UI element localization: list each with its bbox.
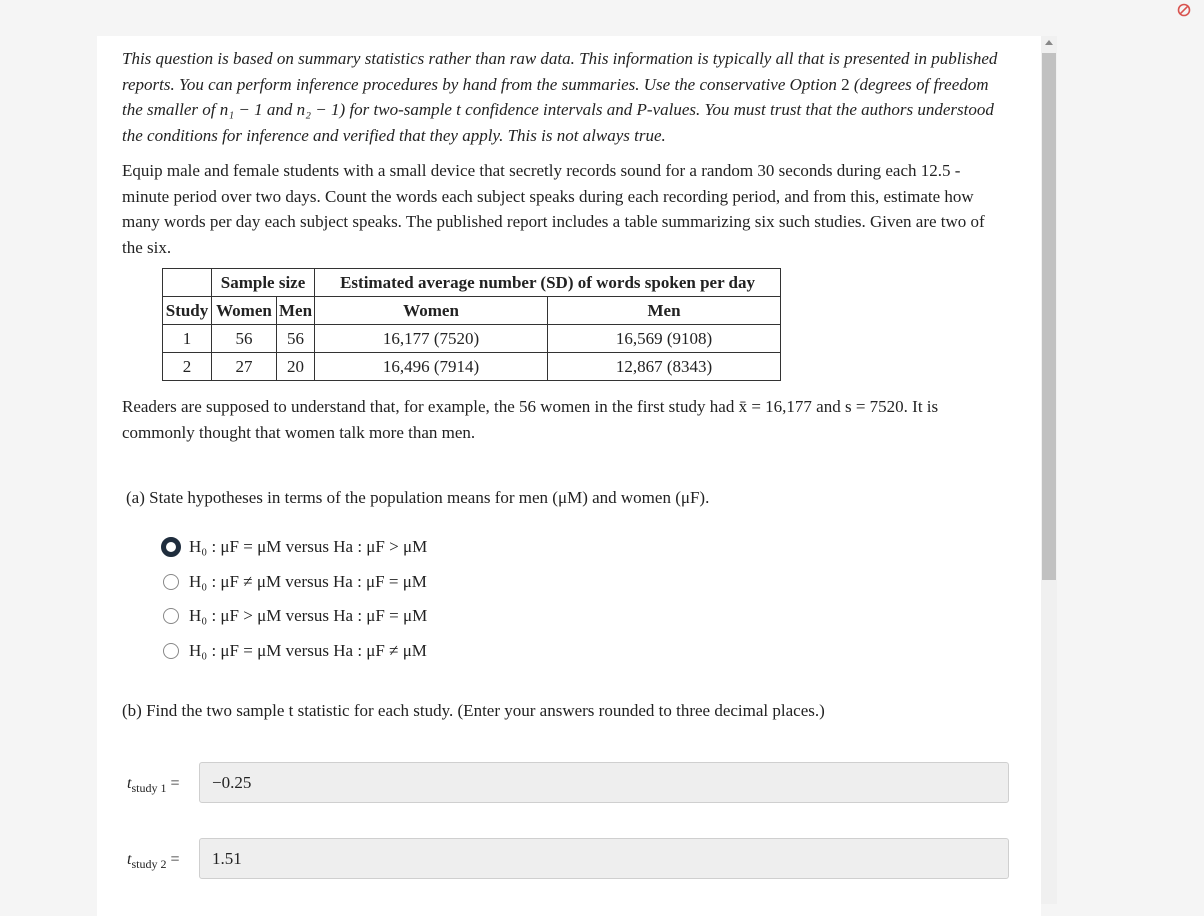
col-est-men: Men — [548, 297, 781, 325]
cell-men: 56 — [277, 325, 315, 353]
cell-est-men: 12,867 (8343) — [548, 353, 781, 381]
t-study1-input[interactable] — [199, 762, 1009, 803]
radio-icon[interactable] — [163, 574, 179, 590]
t-study2-input[interactable] — [199, 838, 1009, 879]
cell-est-women: 16,496 (7914) — [315, 353, 548, 381]
t-study1-label: $t_{study 1}$ = — [127, 775, 180, 796]
col-study: Study — [163, 297, 212, 325]
readers-note: Readers are supposed to understand that, for example, the 56 women in the first study had x̄ = 16,177 and s = 7520. It is commonly thought that women talk more than men. — [122, 397, 939, 442]
radio-selected-icon[interactable] — [161, 537, 181, 557]
table-corner-cell — [163, 269, 212, 297]
scroll-up-arrow-icon[interactable] — [1045, 40, 1053, 45]
cell-women: 27 — [212, 353, 277, 381]
vertical-scrollbar[interactable] — [1041, 36, 1057, 904]
hypothesis-option-2[interactable]: H₀ : μF ≠ μM versus Ha : μF = μM — [163, 570, 483, 594]
table-row — [163, 325, 781, 353]
cell-men: 20 — [277, 353, 315, 381]
cell-study: 2 — [163, 353, 212, 381]
col-women: Women — [212, 297, 277, 325]
question-b-text: (b) Find the two sample t statistic for each study. (Enter your answers rounded to three decimal places.) — [122, 701, 825, 720]
t-study2-label: $t_{study 2}$ = — [127, 851, 180, 872]
cell-study: 1 — [163, 325, 212, 353]
cell-women: 56 — [212, 325, 277, 353]
summary-table — [162, 268, 781, 381]
table-row — [163, 353, 781, 381]
intro-text: This question is based on summary statistics rather than raw data. This information is typically all that is presented in published reports. You can perform inference procedures by hand from the summaries. Use the conservative Option 2 (degrees of freedom the smaller of n₁ − 1 and n₂ − 1) for two-sample t confidence intervals and P-values. You must trust that the authors understood the conditions for inference and verified that they apply. This is not always true. — [122, 49, 998, 145]
hypothesis-option-4[interactable]: H₀ : μF = μM versus Ha : μF ≠ μM — [163, 639, 483, 663]
scrollbar-thumb[interactable] — [1042, 53, 1056, 580]
study-description: Equip male and female students with a small device that secretly records sound for a random 30 seconds during each 12.5 -minute period over two days. Count the words each subject speaks during each recording period, and from this, estimate how many words per day each subject speaks. The published report includes a table summarizing six such studies. Given are two of the six. — [122, 161, 985, 257]
hypothesis-option-1[interactable]: H₀ : μF = μM versus Ha : μF > μM — [163, 535, 483, 559]
cell-est-women: 16,177 (7520) — [315, 325, 548, 353]
question-a-text: (a) State hypotheses in terms of the population means for men (μM) and women (μF). — [126, 488, 710, 507]
radio-icon[interactable] — [163, 643, 179, 659]
col-men: Men — [277, 297, 315, 325]
blocked-icon[interactable] — [1173, 0, 1195, 20]
header-estimated: Estimated average number (SD) of words spoken per day — [315, 269, 781, 297]
cell-est-men: 16,569 (9108) — [548, 325, 781, 353]
col-est-women: Women — [315, 297, 548, 325]
header-sample-size: Sample size — [212, 269, 315, 297]
radio-icon[interactable] — [163, 608, 179, 624]
hypothesis-option-3[interactable]: H₀ : μF > μM versus Ha : μF = μM — [163, 604, 483, 628]
